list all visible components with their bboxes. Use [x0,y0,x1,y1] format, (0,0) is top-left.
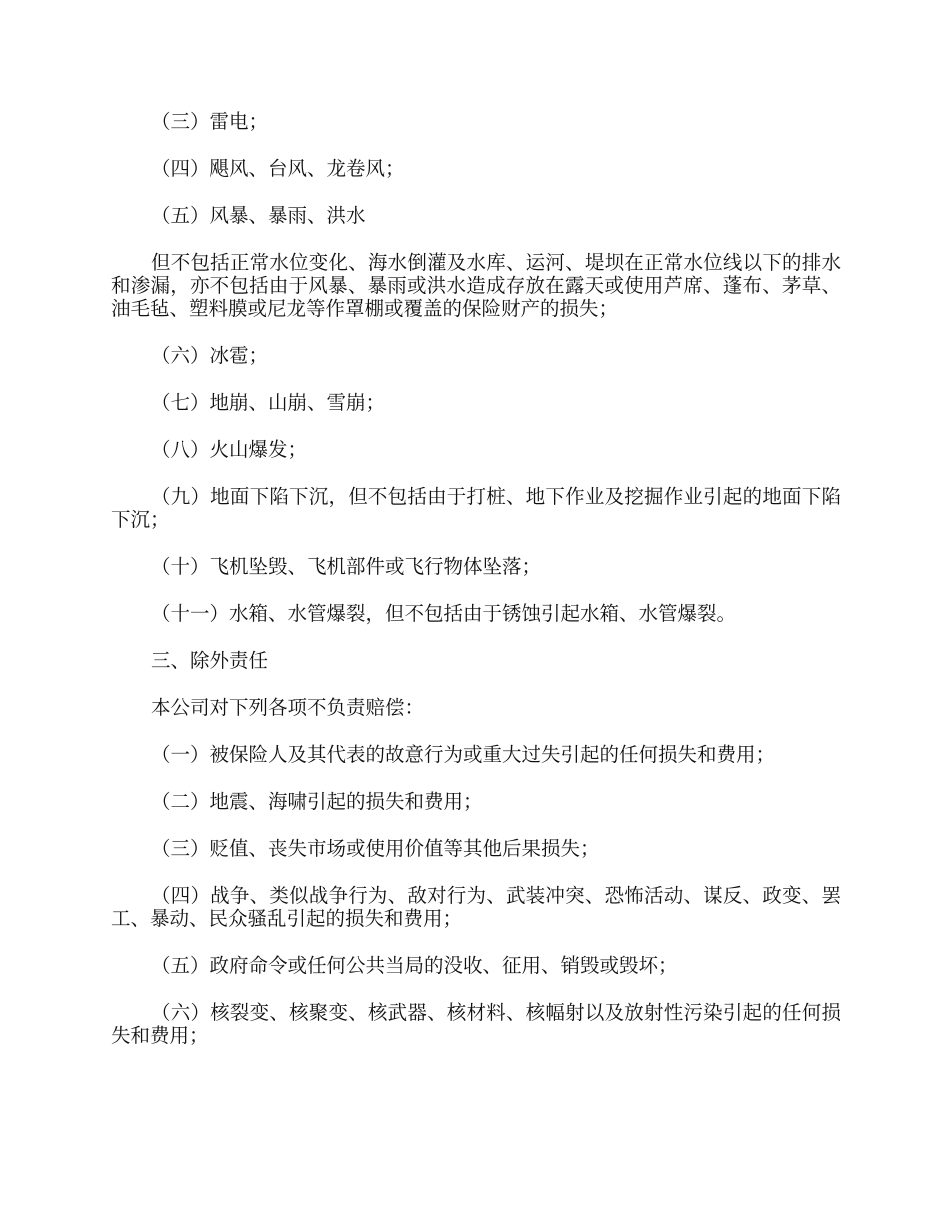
paragraph-exclusion-4: （四）战争、类似战争行为、敌对行为、武装冲突、恐怖活动、谋反、政变、罢工、暴动、民众骚乱引起的损失和费用； [111,884,841,930]
paragraph-item-7-landslide: （七）地崩、山崩、雪崩； [151,391,386,414]
paragraph-item-8-volcano: （八）火山爆发； [151,438,308,461]
paragraph-exclusion-1: （一）被保险人及其代表的故意行为或重大过失引起的任何损失和费用； [151,743,776,766]
paragraph-exclusion-2: （二）地震、海啸引起的损失和费用； [151,790,483,813]
paragraph-exclusion-3: （三）贬值、丧失市场或使用价值等其他后果损失； [151,837,600,860]
paragraph-item-5-storm: （五）风暴、暴雨、洪水 [151,204,366,227]
paragraph-item-6-hail: （六）冰雹； [151,344,269,367]
paragraph-storm-exclusion: 但不包括正常水位变化、海水倒灌及水库、运河、堤坝在正常水位线以下的排水和渗漏，亦不包括由于风暴、暴雨或洪水造成存放在露天或使用芦席、蓬布、茅草、油毛毡、塑料膜或尼龙等作罩棚或覆盖的保险财产的损失； [111,251,841,320]
section-heading-exclusions: 三、除外责任 [151,649,269,672]
paragraph-item-9-subsidence: （九）地面下陷下沉，但不包括由于打桩、地下作业及挖掘作业引起的地面下陷下沉； [111,485,841,531]
paragraph-exclusions-intro: 本公司对下列各项不负责赔偿： [151,696,425,719]
document-body [111,110,841,1071]
paragraph-exclusion-5: （五）政府命令或任何公共当局的没收、征用、销毁或毁坏； [151,954,678,977]
paragraph-item-10-aircraft: （十）飞机坠毁、飞机部件或飞行物体坠落； [151,555,542,578]
paragraph-item-3-lightning: （三）雷电； [151,110,269,133]
paragraph-exclusion-6: （六）核裂变、核聚变、核武器、核材料、核幅射以及放射性污染引起的任何损失和费用； [111,1001,841,1047]
paragraph-item-4-hurricane: （四）飓风、台风、龙卷风； [151,157,405,180]
paragraph-item-11-water-tank: （十一）水箱、水管爆裂，但不包括由于锈蚀引起水箱、水管爆裂。 [151,602,737,625]
